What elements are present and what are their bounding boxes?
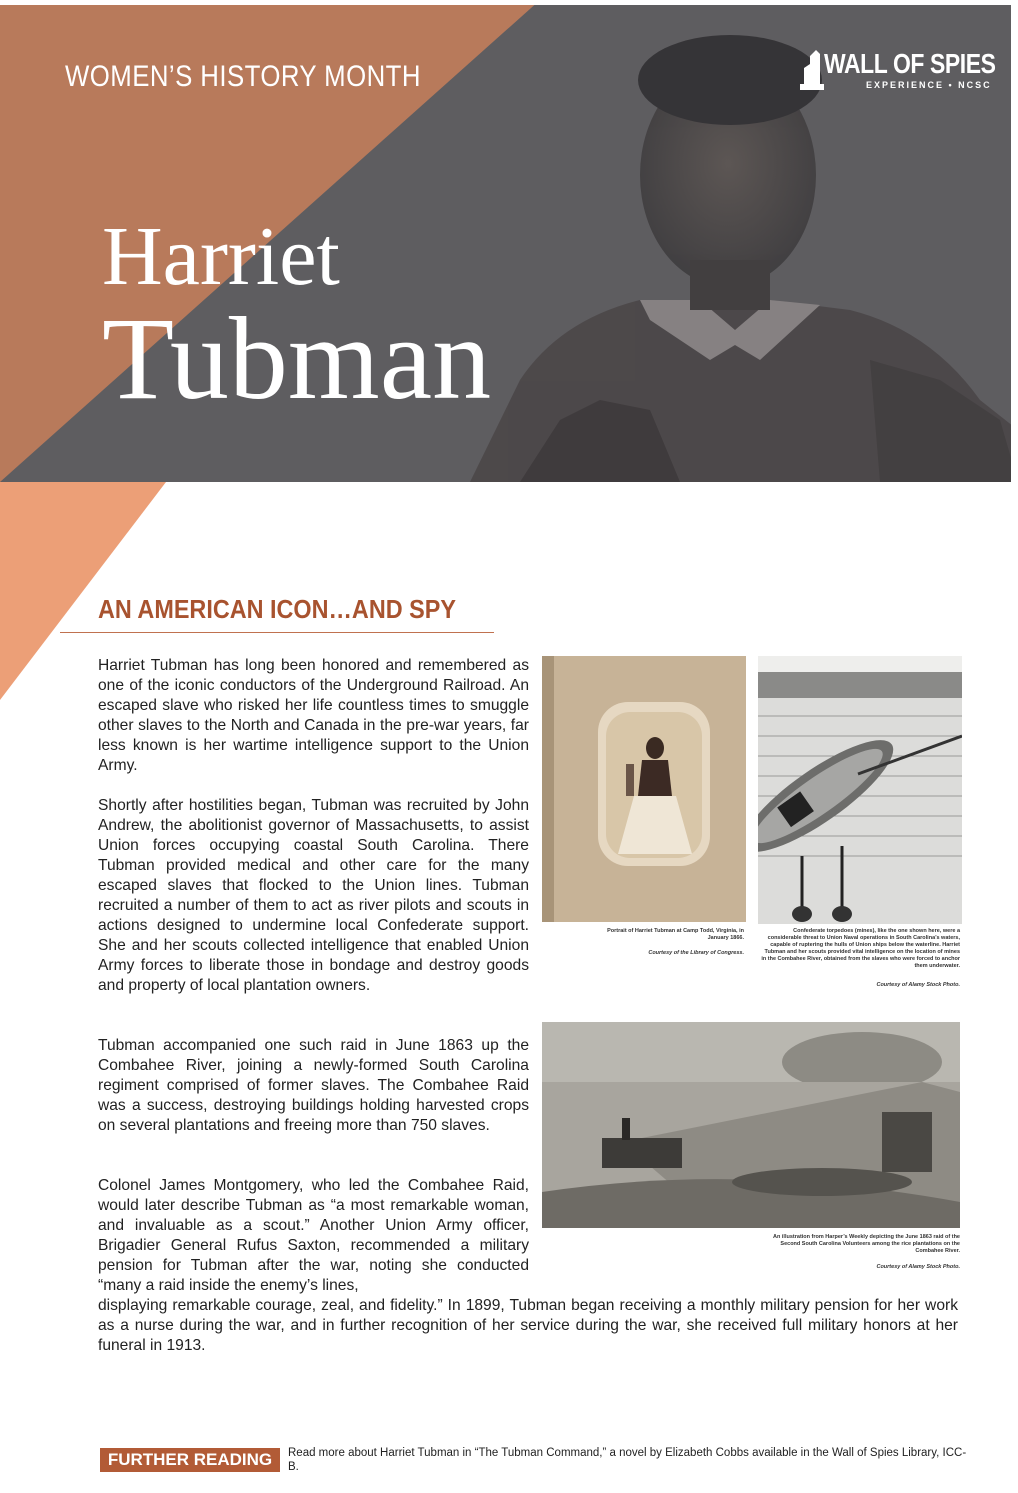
further-reading-text: Read more about Harriet Tubman in “The Tubman Command,” a novel by Elizabeth Cobbs available in the Wall of Spies Library, ICC-B. bbox=[288, 1447, 967, 1473]
title-last-name: Tubman bbox=[102, 293, 492, 424]
figure-torpedo-illustration bbox=[758, 656, 962, 924]
figure-portrait-credit: Courtesy of the Library of Congress. bbox=[648, 950, 744, 956]
figure-raid-credit: Courtesy of Alamy Stock Photo. bbox=[876, 1264, 960, 1270]
figure-portrait-photo bbox=[542, 656, 746, 922]
heading-rule bbox=[60, 632, 494, 633]
paragraph-4: Colonel James Montgomery, who led the Combahee Raid, would later describe Tubman as “a most remarkable woman, and invaluable as a scout.” Another Union Army officer, Brigadier General Rufus Saxton, recommended a military pension for Tubman after the war, noting she conducted “many a raid inside the enemy’s lines, bbox=[98, 1177, 529, 1294]
paragraph-1: Harriet Tubman has long been honored and remembered as one of the iconic conductors of the Underground Railroad. An escaped slave who risked her life countless times to smuggle other slaves to the North and Canada in the pre-war years, far less known is her wartime intelligence support to the Union Army. bbox=[98, 657, 529, 774]
section-heading: AN AMERICAN ICON…AND SPY bbox=[98, 594, 456, 624]
figure-torpedo-credit: Courtesy of Alamy Stock Photo. bbox=[876, 982, 960, 988]
wall-of-spies-logo bbox=[800, 48, 996, 98]
title-first-name: Harriet bbox=[102, 210, 340, 303]
figure-raid-illustration bbox=[542, 1022, 960, 1228]
logo-subtitle: EXPERIENCE • NCSC bbox=[866, 80, 992, 90]
paragraph-2: Shortly after hostilities began, Tubman was recruited by John Andrew, the abolitionist governor of Massachusetts, to assist Union forces occupying coastal South Carolina. There Tubman provided medical and other care for the many escaped slaves that flocked to the Union lines. Tubman recruited a number of them to act as river pilots and scouts in actions designed to undermine local Confederate support. She and her scouts collected intelligence that enabled Union Army forces to liberate those in bondage and destroy goods and property of local plantation owners. bbox=[98, 797, 529, 994]
figure-torpedo-caption: Confederate torpedoes (mines), like the one shown here, were a considerable threat to Union Naval operations in South Carolina’s waters, capable of ruptering the hulls of Union ships below the waterline. Harriet Tubman and her scouts provided vital intelligence on the location of mines in the Combahee River, obtained from the slaves who were forced to anchor them underwater. bbox=[761, 928, 960, 969]
paragraph-5: displaying remarkable courage, zeal, and fidelity.” In 1899, Tubman began receiving a monthly military pension for her work as a nurse during the war, and in further recognition of her service during the war, she received full military honors at her funeral in 1913. bbox=[98, 1297, 958, 1354]
logo-wordmark: WALL OF SPIES bbox=[824, 48, 996, 79]
header-banner bbox=[0, 0, 1018, 482]
series-label: WOMEN’S HISTORY MONTH bbox=[65, 60, 421, 93]
figure-portrait-caption: Portrait of Harriet Tubman at Camp Todd, Virginia, in January 1866. bbox=[607, 928, 744, 941]
paragraph-3: Tubman accompanied one such raid in June 1863 up the Combahee River, joining a newly-formed South Carolina regiment comprised of former slaves. The Combahee Raid was a success, destroying buildings holding harvested crops on several plantations and freeing more than 750 slaves. bbox=[98, 1037, 529, 1134]
figure-raid-caption: An illustration from Harper’s Weekly depicting the June 1863 raid of the Second South Carolina Volunteers among the rice plantations on the Combahee River. bbox=[773, 1234, 960, 1254]
building-logo-icon bbox=[800, 50, 824, 90]
further-reading-label: FURTHER READING bbox=[100, 1448, 280, 1472]
